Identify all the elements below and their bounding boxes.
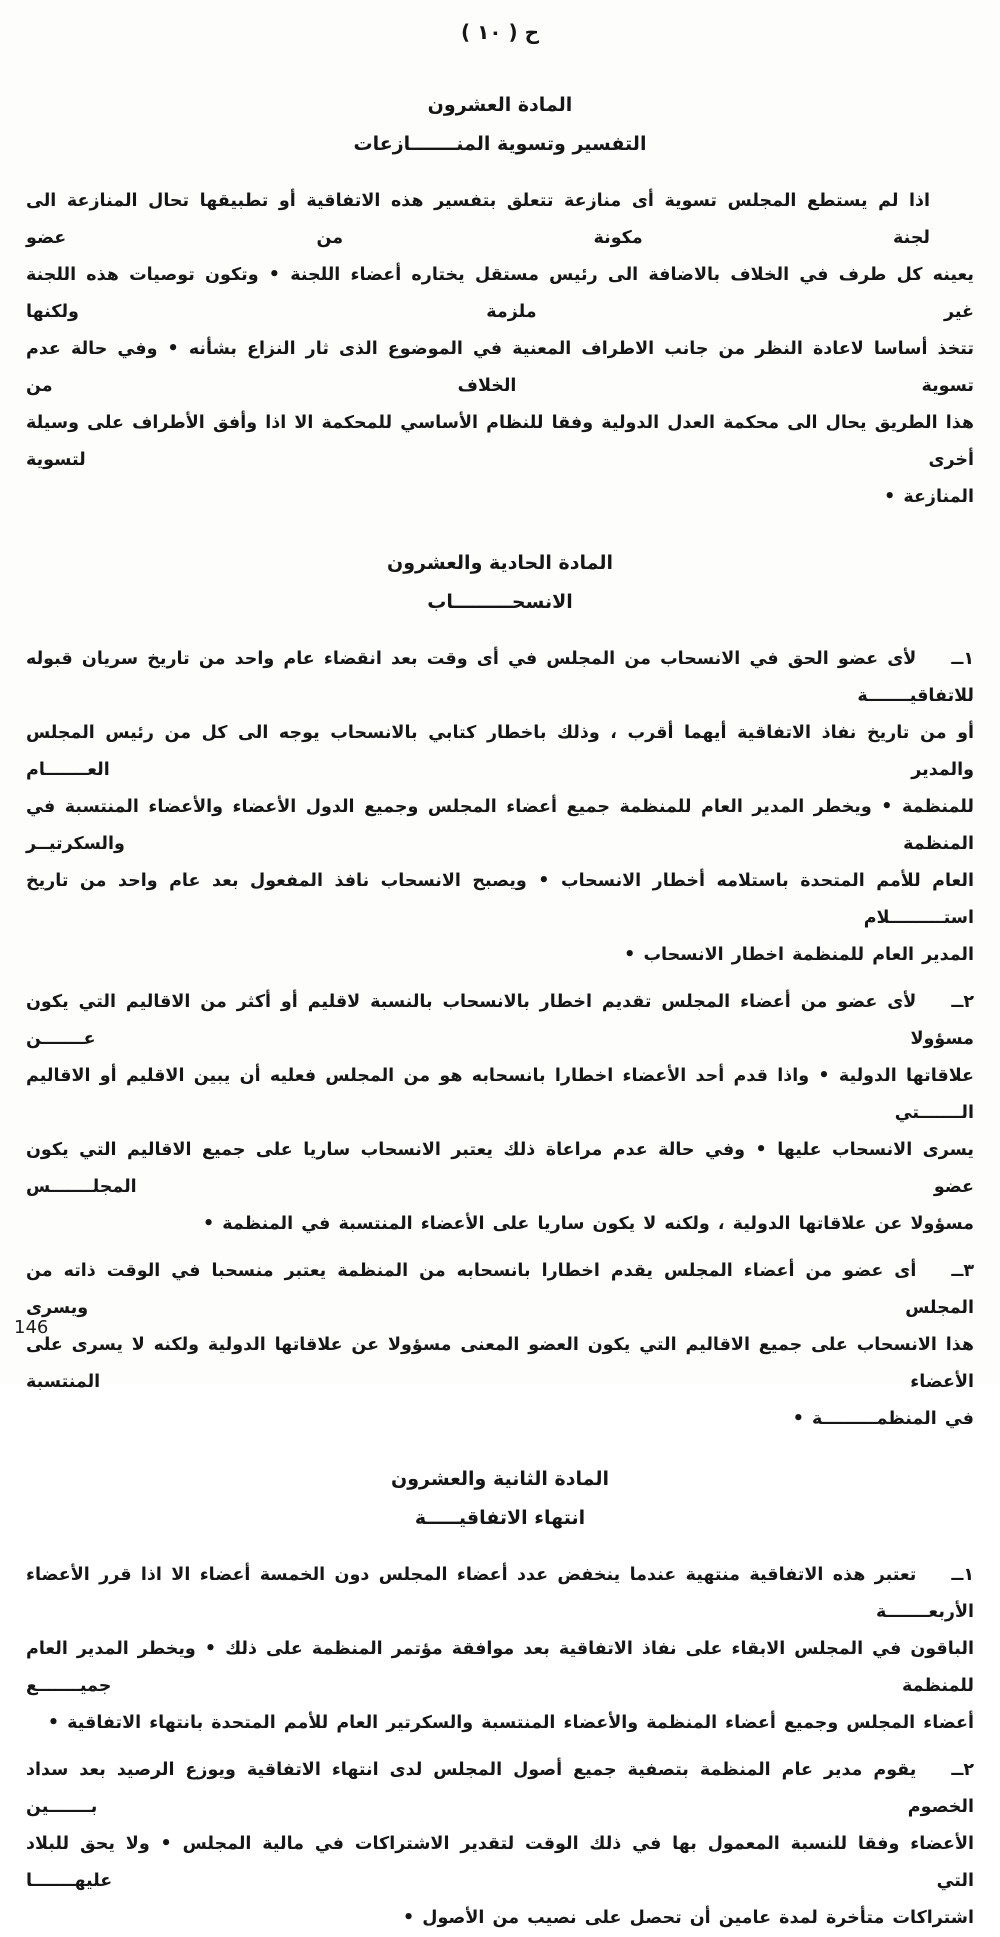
article-21-subtitle: الانسحـــــــــاب (427, 591, 573, 613)
text-line: أو من تاريخ نفاذ الاتفاقية أيهما أقرب ، وذلك باخطار كتابي بالانسحاب يوجه الى كل من رئيس المجلس والمدير العـــــــام (26, 723, 974, 780)
paragraph (26, 183, 974, 516)
article-21-title: المادة الحادية والعشرون (387, 552, 613, 574)
article-21-section (0, 550, 1000, 1438)
text-line: الباقون في المجلس الابقاء على نفاذ الاتفاقية بعد موافقة مؤتمر المنظمة على ذلك • ويخطر المدير العام للمنظمة جميـــــــع (26, 1639, 974, 1696)
text-line: أعضاء المجلس وجميع أعضاء المنظمة والأعضاء المنتسبة والسكرتير العام للأمم المتحدة بانتهاء الاتفاقية • (47, 1713, 974, 1733)
text-line: ٢ــ لأى عضو من أعضاء المجلس تقديم اخطار بالانسحاب بالنسبة لاقليم أو أكثر من الاقاليم التي يكون مسؤولا عـــــــن (26, 992, 974, 1049)
text-line: علاقاتها الدولية • واذا قدم أحد الأعضاء اخطارا بانسحابه هو من المجلس فعليه أن يبين الاقليم أو الاقاليم الـــــــتي (26, 1066, 974, 1123)
paragraph-3 (26, 1253, 974, 1438)
text-line: المدير العام للمنظمة اخطار الانسحاب • (624, 945, 974, 965)
paragraph-2 (26, 984, 974, 1243)
text-line: يعينه كل طرف في الخلاف بالاضافة الى رئيس مستقل يختاره أعضاء اللجنة • وتكون توصيات هذه اللجنة غير ملزمة ولكنها (26, 265, 974, 322)
article-20-section (0, 92, 1000, 516)
article-20-title: المادة العشرون (427, 94, 573, 116)
paragraph-1 (26, 641, 974, 974)
page-header-label: ح ( ١٠ ) (460, 20, 539, 44)
page-number: 146 (14, 1317, 49, 1338)
text-line: العام للأمم المتحدة باستلامه أخطار الانسحاب • ويصبح الانسحاب نافذ المفعول بعد عام واحد من تاريخ استـــــــــلام (26, 871, 974, 928)
text-line: للمنظمة • ويخطر المدير العام للمنظمة جميع أعضاء المجلس وجميع الدول الأعضاء والأعضاء المنتسبة في المنظمة والسكرتيــر (26, 797, 974, 854)
text-line: هذا الانسحاب على جميع الاقاليم التي يكون العضو المعنى مسؤولا عن علاقاتها الدولية ولكنه لا يسرى على الأعضاء المنتسبة (26, 1335, 974, 1392)
article-20-body (26, 183, 974, 516)
text-line: ١ــ لأى عضو الحق في الانسحاب من المجلس في أى وقت بعد انقضاء عام واحد من تاريخ سريان قبوله للاتفاقيـــــــة (26, 649, 974, 706)
text-line: اذا لم يستطع المجلس تسوية أى منازعة تتعلق بتفسير هذه الاتفاقية أو تطبيقها تحال المنازعة الى لجنة مكونة من عضو (26, 191, 930, 248)
paragraph-2 (26, 1752, 974, 1937)
text-line: مسؤولا عن علاقاتها الدولية ، ولكنه لا يكون ساريا على الأعضاء المنتسبة في المنظمة • (203, 1214, 974, 1234)
article-22-body (26, 1557, 974, 1937)
article-20-subtitle: التفسير وتسوية المنـــــــازعات (353, 133, 647, 155)
article-21-body (26, 641, 974, 1438)
text-line: ٢ــ يقوم مدير عام المنظمة بتصفية جميع أصول المجلس لدى انتهاء الاتفاقية ويوزع الرصيد بعد سداد الخصوم بـــــــين (26, 1760, 974, 1817)
text-line: هذا الطريق يحال الى محكمة العدل الدولية وفقا للنظام الأساسي للمحكمة الا اذا وأفق الأطراف على وسيلة أخرى لتسوية (26, 413, 974, 470)
paragraph-1 (26, 1557, 974, 1742)
text-line: ٣ــ أى عضو من أعضاء المجلس يقدم اخطارا بانسحابه من المنظمة يعتبر منسحبا في الوقت ذاته من المجلس ويسرى (26, 1261, 974, 1318)
text-line: في المنظمـــــــــة • (792, 1409, 974, 1429)
text-line: تتخذ أساسا لاعادة النظر من جانب الاطراف المعنية في الموضوع الذى ثار النزاع بشأنه • وفي حالة عدم تسوية الخلاف من (26, 339, 974, 396)
article-22-title: المادة الثانية والعشرون (390, 1468, 610, 1490)
text-line: الأعضاء وفقا للنسبة المعمول بها في ذلك الوقت لتقدير الاشتراكات في مالية المجلس • ولا يحق للبلاد التي عليهـــــــا (26, 1834, 974, 1891)
text-line: ١ــ تعتبر هذه الاتفاقية منتهية عندما ينخفض عدد أعضاء المجلس دون الخمسة أعضاء الا اذا قرر الأعضاء الأربعـــــــة (26, 1565, 974, 1622)
text-line: المنازعة • (884, 487, 974, 507)
article-22-section (0, 1466, 1000, 1937)
text-line: اشتراكات متأخرة لمدة عامين أن تحصل على نصيب من الأصول • (402, 1908, 974, 1928)
article-22-subtitle: انتهاء الاتفاقيـــــة (414, 1507, 586, 1529)
text-line: يسرى الانسحاب عليها • وفي حالة عدم مراعاة ذلك يعتبر الانسحاب ساريا على جميع الاقاليم التي يكون عضو المجلـــــــس (26, 1140, 974, 1197)
